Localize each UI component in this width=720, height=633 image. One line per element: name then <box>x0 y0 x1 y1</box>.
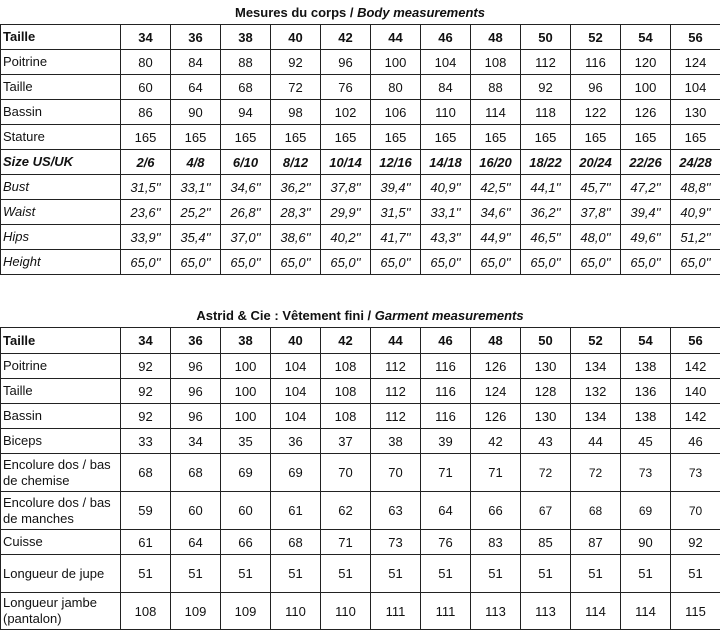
table-row <box>1 50 720 75</box>
table-cell: 56 <box>671 328 720 354</box>
table-cell: 42 <box>321 25 371 50</box>
table-cell: 36 <box>171 25 221 50</box>
row-label: Height <box>1 250 121 275</box>
table-cell: 120 <box>621 50 671 75</box>
table-cell: 112 <box>371 354 421 379</box>
table-cell: 69 <box>221 454 271 492</box>
table-cell: 165 <box>471 125 521 150</box>
body-table-title <box>0 2 720 24</box>
table-cell: 63 <box>371 492 421 530</box>
table-cell: 84 <box>171 50 221 75</box>
table-cell: 124 <box>471 379 521 404</box>
table-cell: 34 <box>121 25 171 50</box>
table-cell: 65,0'' <box>221 250 271 275</box>
table-cell: 96 <box>321 50 371 75</box>
table-cell: 76 <box>421 530 471 555</box>
body-measurements-table <box>0 24 720 275</box>
table-cell: 69 <box>621 492 671 530</box>
table-cell: 112 <box>521 50 571 75</box>
table-cell: 108 <box>121 593 171 630</box>
table-cell: 6/10 <box>221 150 271 175</box>
garment-title-en: Garment measurements <box>374 308 524 323</box>
table-cell: 48,8'' <box>671 175 720 200</box>
table-cell: 72 <box>271 75 321 100</box>
table-cell: 114 <box>571 593 621 630</box>
table-row <box>1 404 720 429</box>
table-cell: 126 <box>471 354 521 379</box>
table-row <box>1 225 720 250</box>
table-cell: 100 <box>371 50 421 75</box>
table-row <box>1 354 720 379</box>
table-cell: 165 <box>521 125 571 150</box>
table-cell: 134 <box>571 404 621 429</box>
table-cell: 50 <box>521 25 571 50</box>
table-cell: 96 <box>171 379 221 404</box>
table-cell: 60 <box>171 492 221 530</box>
table-cell: 73 <box>621 454 671 492</box>
table-cell: 33,1'' <box>171 175 221 200</box>
table-cell: 40 <box>271 328 321 354</box>
table-cell: 70 <box>321 454 371 492</box>
table-cell: 41,7'' <box>371 225 421 250</box>
table-cell: 38 <box>371 429 421 454</box>
table-cell: 114 <box>621 593 671 630</box>
table-cell: 142 <box>671 404 720 429</box>
table-cell: 80 <box>371 75 421 100</box>
table-cell: 116 <box>421 354 471 379</box>
row-label: Bust <box>1 175 121 200</box>
table-cell: 60 <box>121 75 171 100</box>
table-cell: 61 <box>271 492 321 530</box>
table-cell: 38 <box>221 25 271 50</box>
table-cell: 116 <box>571 50 621 75</box>
table-cell: 65,0'' <box>171 250 221 275</box>
table-cell: 50 <box>521 328 571 354</box>
table-cell: 23,6'' <box>121 200 171 225</box>
table-row <box>1 492 720 530</box>
table-cell: 76 <box>321 75 371 100</box>
table-cell: 165 <box>571 125 621 150</box>
table-cell: 37 <box>321 429 371 454</box>
table-cell: 136 <box>621 379 671 404</box>
table-cell: 65,0'' <box>371 250 421 275</box>
table-cell: 69 <box>271 454 321 492</box>
table-cell: 165 <box>321 125 371 150</box>
table-cell: 111 <box>421 593 471 630</box>
table-cell: 12/16 <box>371 150 421 175</box>
table-cell: 37,0'' <box>221 225 271 250</box>
table-cell: 42 <box>471 429 521 454</box>
table-cell: 165 <box>421 125 471 150</box>
table-cell: 68 <box>171 454 221 492</box>
garment-measurements-section <box>0 305 720 630</box>
table-cell: 90 <box>621 530 671 555</box>
table-cell: 110 <box>271 593 321 630</box>
table-cell: 116 <box>421 379 471 404</box>
table-cell: 18/22 <box>521 150 571 175</box>
table-row <box>1 328 720 354</box>
table-cell: 110 <box>321 593 371 630</box>
row-label: Hips <box>1 225 121 250</box>
table-cell: 112 <box>371 379 421 404</box>
row-label: Cuisse <box>1 530 121 555</box>
row-label: Stature <box>1 125 121 150</box>
table-cell: 165 <box>371 125 421 150</box>
table-cell: 16/20 <box>471 150 521 175</box>
table-cell: 42 <box>321 328 371 354</box>
table-cell: 56 <box>671 25 720 50</box>
table-cell: 80 <box>121 50 171 75</box>
table-cell: 47,2'' <box>621 175 671 200</box>
table-cell: 165 <box>671 125 720 150</box>
table-cell: 65,0'' <box>571 250 621 275</box>
table-cell: 113 <box>521 593 571 630</box>
table-cell: 48 <box>471 328 521 354</box>
table-cell: 39 <box>421 429 471 454</box>
table-cell: 68 <box>271 530 321 555</box>
garment-title-fr: Astrid & Cie : Vêtement fini / <box>196 308 375 323</box>
table-cell: 62 <box>321 492 371 530</box>
table-cell: 130 <box>521 404 571 429</box>
table-row <box>1 200 720 225</box>
table-cell: 104 <box>271 379 321 404</box>
table-cell: 140 <box>671 379 720 404</box>
row-label: Taille <box>1 25 121 50</box>
table-cell: 96 <box>171 404 221 429</box>
table-cell: 115 <box>671 593 720 630</box>
table-cell: 94 <box>221 100 271 125</box>
table-cell: 65,0'' <box>471 250 521 275</box>
row-label: Size US/UK <box>1 150 121 175</box>
table-cell: 33 <box>121 429 171 454</box>
table-cell: 92 <box>121 354 171 379</box>
table-cell: 52 <box>571 328 621 354</box>
table-cell: 130 <box>671 100 720 125</box>
table-cell: 112 <box>371 404 421 429</box>
table-cell: 65,0'' <box>671 250 720 275</box>
table-cell: 59 <box>121 492 171 530</box>
table-cell: 31,5'' <box>371 200 421 225</box>
table-cell: 2/6 <box>121 150 171 175</box>
table-cell: 34,6'' <box>471 200 521 225</box>
table-cell: 33,1'' <box>421 200 471 225</box>
table-cell: 65,0'' <box>521 250 571 275</box>
table-cell: 51 <box>421 555 471 593</box>
table-cell: 20/24 <box>571 150 621 175</box>
table-cell: 165 <box>621 125 671 150</box>
table-cell: 34 <box>171 429 221 454</box>
table-cell: 73 <box>371 530 421 555</box>
table-cell: 68 <box>221 75 271 100</box>
table-cell: 104 <box>271 404 321 429</box>
table-row <box>1 75 720 100</box>
table-cell: 64 <box>421 492 471 530</box>
row-label: Bassin <box>1 100 121 125</box>
table-cell: 70 <box>371 454 421 492</box>
table-cell: 122 <box>571 100 621 125</box>
table-cell: 66 <box>221 530 271 555</box>
table-cell: 165 <box>271 125 321 150</box>
table-cell: 4/8 <box>171 150 221 175</box>
table-cell: 37,8'' <box>321 175 371 200</box>
table-cell: 60 <box>221 492 271 530</box>
table-cell: 109 <box>171 593 221 630</box>
table-cell: 35 <box>221 429 271 454</box>
table-cell: 44 <box>371 328 421 354</box>
table-cell: 44 <box>371 25 421 50</box>
table-cell: 104 <box>671 75 720 100</box>
table-cell: 49,6'' <box>621 225 671 250</box>
table-row <box>1 593 720 630</box>
row-label: Bassin <box>1 404 121 429</box>
table-cell: 51 <box>371 555 421 593</box>
table-cell: 40,9'' <box>421 175 471 200</box>
table-cell: 66 <box>471 492 521 530</box>
table-cell: 104 <box>271 354 321 379</box>
table-cell: 165 <box>121 125 171 150</box>
table-cell: 39,4'' <box>621 200 671 225</box>
table-cell: 42,5'' <box>471 175 521 200</box>
table-cell: 44,9'' <box>471 225 521 250</box>
table-cell: 39,4'' <box>371 175 421 200</box>
table-cell: 14/18 <box>421 150 471 175</box>
table-cell: 108 <box>321 404 371 429</box>
table-cell: 51 <box>121 555 171 593</box>
table-cell: 92 <box>521 75 571 100</box>
table-cell: 109 <box>221 593 271 630</box>
table-cell: 138 <box>621 404 671 429</box>
table-cell: 44 <box>571 429 621 454</box>
row-label: Encolure dos / bas de manches <box>1 492 121 530</box>
table-cell: 51 <box>271 555 321 593</box>
table-cell: 68 <box>121 454 171 492</box>
table-cell: 111 <box>371 593 421 630</box>
table-cell: 8/12 <box>271 150 321 175</box>
table-cell: 100 <box>221 404 271 429</box>
garment-table-title <box>0 305 720 327</box>
table-cell: 100 <box>621 75 671 100</box>
table-row <box>1 555 720 593</box>
table-cell: 72 <box>571 454 621 492</box>
table-cell: 100 <box>221 379 271 404</box>
table-cell: 72 <box>521 454 571 492</box>
table-cell: 102 <box>321 100 371 125</box>
table-cell: 34,6'' <box>221 175 271 200</box>
table-cell: 48 <box>471 25 521 50</box>
table-cell: 38 <box>221 328 271 354</box>
table-cell: 51 <box>221 555 271 593</box>
table-row <box>1 429 720 454</box>
table-cell: 51 <box>621 555 671 593</box>
table-cell: 106 <box>371 100 421 125</box>
body-measurements-section <box>0 2 720 275</box>
table-cell: 36 <box>171 328 221 354</box>
table-cell: 110 <box>421 100 471 125</box>
table-cell: 51 <box>171 555 221 593</box>
table-cell: 22/26 <box>621 150 671 175</box>
table-row <box>1 530 720 555</box>
table-cell: 51 <box>321 555 371 593</box>
table-cell: 92 <box>671 530 720 555</box>
table-row <box>1 25 720 50</box>
table-cell: 38,6'' <box>271 225 321 250</box>
table-cell: 34 <box>121 328 171 354</box>
table-cell: 104 <box>421 50 471 75</box>
table-cell: 96 <box>171 354 221 379</box>
table-cell: 51 <box>471 555 521 593</box>
table-cell: 51 <box>521 555 571 593</box>
table-cell: 85 <box>521 530 571 555</box>
table-cell: 44,1'' <box>521 175 571 200</box>
row-label: Longueur de jupe <box>1 555 121 593</box>
table-row <box>1 454 720 492</box>
table-row <box>1 379 720 404</box>
table-cell: 100 <box>221 354 271 379</box>
row-label: Poitrine <box>1 50 121 75</box>
table-cell: 36,2'' <box>521 200 571 225</box>
table-cell: 124 <box>671 50 720 75</box>
table-cell: 92 <box>271 50 321 75</box>
table-cell: 73 <box>671 454 720 492</box>
table-cell: 113 <box>471 593 521 630</box>
table-row <box>1 100 720 125</box>
table-cell: 36,2'' <box>271 175 321 200</box>
table-cell: 138 <box>621 354 671 379</box>
table-cell: 87 <box>571 530 621 555</box>
table-row <box>1 150 720 175</box>
table-cell: 65,0'' <box>121 250 171 275</box>
table-cell: 128 <box>521 379 571 404</box>
row-label: Taille <box>1 75 121 100</box>
table-cell: 165 <box>171 125 221 150</box>
table-cell: 31,5'' <box>121 175 171 200</box>
row-label: Longueur jambe (pantalon) <box>1 593 121 630</box>
row-label: Waist <box>1 200 121 225</box>
table-cell: 108 <box>471 50 521 75</box>
table-cell: 88 <box>221 50 271 75</box>
table-cell: 46 <box>421 25 471 50</box>
table-cell: 132 <box>571 379 621 404</box>
table-cell: 35,4'' <box>171 225 221 250</box>
table-cell: 71 <box>471 454 521 492</box>
table-cell: 83 <box>471 530 521 555</box>
table-cell: 40 <box>271 25 321 50</box>
table-cell: 10/14 <box>321 150 371 175</box>
table-cell: 28,3'' <box>271 200 321 225</box>
table-cell: 29,9'' <box>321 200 371 225</box>
table-cell: 33,9'' <box>121 225 171 250</box>
body-title-fr: Mesures du corps / <box>235 5 358 20</box>
table-cell: 70 <box>671 492 720 530</box>
table-cell: 51 <box>571 555 621 593</box>
table-cell: 65,0'' <box>321 250 371 275</box>
table-cell: 108 <box>321 379 371 404</box>
table-cell: 108 <box>321 354 371 379</box>
row-label: Taille <box>1 379 121 404</box>
table-cell: 46 <box>421 328 471 354</box>
table-cell: 43,3'' <box>421 225 471 250</box>
row-label: Poitrine <box>1 354 121 379</box>
table-cell: 65,0'' <box>621 250 671 275</box>
table-cell: 64 <box>171 75 221 100</box>
table-cell: 61 <box>121 530 171 555</box>
table-cell: 88 <box>471 75 521 100</box>
table-cell: 65,0'' <box>421 250 471 275</box>
table-cell: 86 <box>121 100 171 125</box>
table-cell: 67 <box>521 492 571 530</box>
table-cell: 165 <box>221 125 271 150</box>
row-label: Biceps <box>1 429 121 454</box>
table-row <box>1 175 720 200</box>
table-cell: 46,5'' <box>521 225 571 250</box>
table-cell: 126 <box>621 100 671 125</box>
table-cell: 37,8'' <box>571 200 621 225</box>
table-cell: 90 <box>171 100 221 125</box>
table-cell: 46 <box>671 429 720 454</box>
table-cell: 40,2'' <box>321 225 371 250</box>
table-cell: 130 <box>521 354 571 379</box>
body-title-en: Body measurements <box>357 5 485 20</box>
table-cell: 45 <box>621 429 671 454</box>
table-cell: 116 <box>421 404 471 429</box>
table-cell: 54 <box>621 328 671 354</box>
table-cell: 51,2'' <box>671 225 720 250</box>
table-cell: 48,0'' <box>571 225 621 250</box>
table-cell: 52 <box>571 25 621 50</box>
table-row <box>1 125 720 150</box>
table-cell: 43 <box>521 429 571 454</box>
table-cell: 114 <box>471 100 521 125</box>
table-cell: 40,9'' <box>671 200 720 225</box>
table-cell: 96 <box>571 75 621 100</box>
table-cell: 71 <box>321 530 371 555</box>
table-cell: 24/28 <box>671 150 720 175</box>
table-cell: 98 <box>271 100 321 125</box>
table-cell: 118 <box>521 100 571 125</box>
table-cell: 65,0'' <box>271 250 321 275</box>
table-row <box>1 250 720 275</box>
row-label: Encolure dos / bas de chemise <box>1 454 121 492</box>
table-cell: 142 <box>671 354 720 379</box>
table-cell: 51 <box>671 555 720 593</box>
table-cell: 134 <box>571 354 621 379</box>
table-cell: 92 <box>121 404 171 429</box>
table-cell: 68 <box>571 492 621 530</box>
table-cell: 126 <box>471 404 521 429</box>
row-label: Taille <box>1 328 121 354</box>
table-cell: 84 <box>421 75 471 100</box>
table-cell: 92 <box>121 379 171 404</box>
garment-measurements-table <box>0 327 720 630</box>
table-cell: 45,7'' <box>571 175 621 200</box>
table-cell: 64 <box>171 530 221 555</box>
table-cell: 71 <box>421 454 471 492</box>
table-cell: 54 <box>621 25 671 50</box>
table-cell: 26,8'' <box>221 200 271 225</box>
table-cell: 25,2'' <box>171 200 221 225</box>
table-cell: 36 <box>271 429 321 454</box>
